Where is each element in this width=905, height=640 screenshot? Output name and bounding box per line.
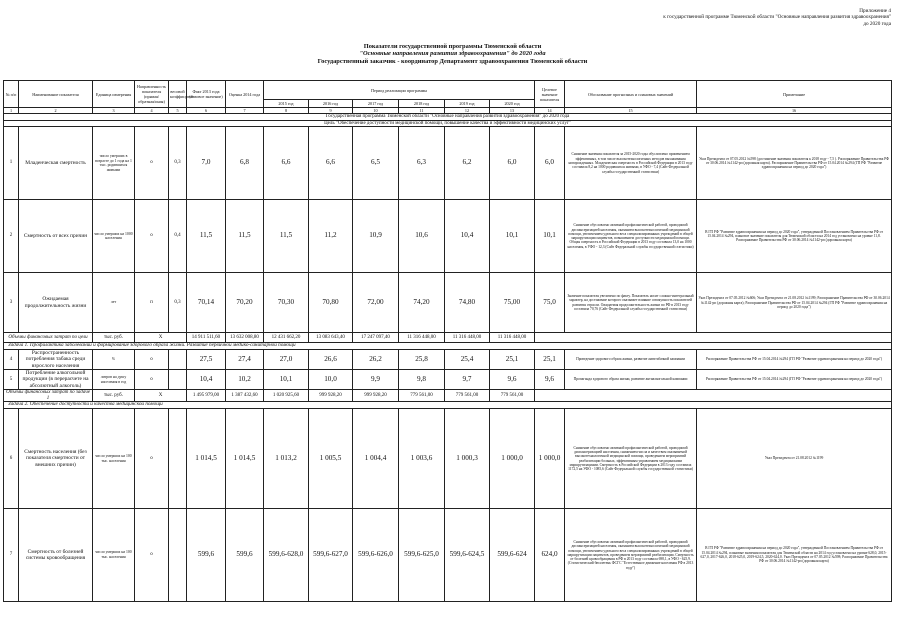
- indicator-unit: литров на душу населения в год: [93, 370, 135, 390]
- title-line-1: Показатели государственной программы Тюменской области: [363, 43, 542, 50]
- row-number: 4: [4, 349, 19, 369]
- justification-text: Снижение обусловлено активной профилактической работой, проводимой диспансеризацией населения, оказанием высокотехнологичной медицинской помощи, увеличением удельного веса специализированных учреждений в общей маршрутизации пациентов, проведением мероприятий реабилитации. Смертность от болезней кровообращения в РФ в 2013 году составила 698,1, в УФО - 625,9. (Статистический бюллетень ФСГС "Естественное движение населения РФ в 2013 году"): [565, 509, 697, 602]
- remark-text: Распоряжение Правительства РФ от 15.04.2014 №294 (ГП РФ "Развитие здравоохранения на период до 2020 года"): [697, 349, 892, 369]
- col-trend: Направленность показателя (прямая/обратная/иная): [135, 81, 169, 108]
- indicator-unit: число умерших на 1000 населения: [93, 200, 135, 273]
- financing-unit: тыс. руб.: [93, 333, 135, 343]
- year-value: 6,6: [264, 127, 309, 200]
- indicator-trend: о: [135, 509, 169, 602]
- fact-2013: 599,6: [187, 509, 226, 602]
- fact-2013: 10,4: [187, 370, 226, 390]
- financing-empty: [535, 390, 892, 402]
- indicator-weight: [169, 509, 187, 602]
- task-title: Задача 1. Профилактика заболеваний и формирование здорового образа жизни. Развитие первичной медико-санитарной помощи: [4, 343, 892, 350]
- col-justification: Обоснование прогнозных и плановых значений: [565, 81, 697, 108]
- target-value: 1 000,0: [535, 409, 565, 509]
- year-value: 74,20: [399, 273, 445, 333]
- column-number: 11: [399, 108, 445, 114]
- justification-text: Проведение здорового образа жизни, развитие антитабачной кампании: [565, 349, 697, 369]
- target-value: 624,0: [535, 509, 565, 602]
- col-est-2014: Оценка 2014 года: [226, 81, 264, 108]
- year-value: 1 000,3: [445, 409, 490, 509]
- column-number: 9: [309, 108, 353, 114]
- indicator-name: Потребление алкогольной продукции (в перерасчете на абсолютный алкоголь): [19, 370, 93, 390]
- fact-2013: 70,14: [187, 273, 226, 333]
- financing-year: 17 247 097,40: [353, 333, 399, 343]
- indicator-trend: о: [135, 127, 169, 200]
- col-unit: Единица измерения: [93, 81, 135, 108]
- goal-row: [4, 120, 892, 127]
- indicator-trend: о: [135, 200, 169, 273]
- year-value: 599,6-624: [490, 509, 535, 602]
- justification-text: Снижение обусловлено активной профилактической работой, проводимой диспансеризацией населения, снижением числа и качеством оказываемой высокотехнологичной медицинской помощи, проведением мероприятий реабилитации больных, эффективным управлением медицинскими маршрутизациями. Смертность в Российской Федерации в 2013 году составила 1172,5 на УФО - 1085,6 (Сайт Федеральной службы государственной статистики): [565, 409, 697, 509]
- financing-year: 11 316 448,00: [399, 333, 445, 343]
- row-number: 6: [4, 409, 19, 509]
- year-value: 9,6: [490, 370, 535, 390]
- task-row: [4, 402, 892, 409]
- indicator-trend: о: [135, 370, 169, 390]
- justification-text: Значение показателя увеличено по факту. Показатель носит сложно-интегральный характер, на достижение которого оказывает влияние совокупность показателей развития отрасли. Ожидаемая продолжительность жизни по РФ в 2013 году составила 70,76 (Сайт Федеральной службы государственной статистики): [565, 273, 697, 333]
- estimate-2014: 70,20: [226, 273, 264, 333]
- indicator-name: Распространенность потребления табака среди взрослого населения: [19, 349, 93, 369]
- row-number: 7: [4, 509, 19, 602]
- year-value: 25,8: [399, 349, 445, 369]
- financing-year: 779 561,00: [445, 390, 490, 402]
- indicator-row: [4, 127, 892, 200]
- justification-text: Пропаганда здорового образа жизни, развитие антиалкогольной кампании: [565, 370, 697, 390]
- year-value: 11,2: [309, 200, 353, 273]
- year-value: 27,0: [264, 349, 309, 369]
- year-value: 9,8: [399, 370, 445, 390]
- financing-label: Объемы финансовых затрат по цели: [4, 333, 93, 343]
- goal-text: Цель "Обеспечение доступности медицинской помощи, повышение качества и эффективности медицинских услуг": [4, 120, 892, 127]
- title-line-2: "Основные направления развития здравоохранения" до 2020 года: [359, 50, 546, 58]
- financing-fact: 1 495 979,00: [187, 390, 226, 402]
- financing-trend: Х: [135, 390, 187, 402]
- fact-2013: 27,5: [187, 349, 226, 369]
- indicator-name: Смертность от всех причин: [19, 200, 93, 273]
- year-value: 26,6: [309, 349, 353, 369]
- column-number: 1: [4, 108, 19, 114]
- indicators-table: [3, 80, 892, 602]
- financing-year: 11 316 448,00: [445, 333, 490, 343]
- remark-text: В ГП РФ "Развитие здравоохранения на период до 2020 года", утвержденной Постановлением Правительства РФ от 15.04.2014 №294, плановое значение показателя для Тюменской области на 2014 год установлено на уровне 11,8. Распоряжение Правительства РФ от 30.06.2014 №1142-рп (дорожная карта): [697, 200, 892, 273]
- estimate-2014: 599,6: [226, 509, 264, 602]
- column-number: 4: [135, 108, 169, 114]
- column-number: 6: [187, 108, 226, 114]
- indicator-row: [4, 273, 892, 333]
- estimate-2014: 10,2: [226, 370, 264, 390]
- remark-text: Распоряжение Правительства РФ от 15.04.2014 №294 (ГП РФ "Развитие здравоохранения на период до 2020 года"): [697, 370, 892, 390]
- indicator-row: [4, 370, 892, 390]
- financing-year: 12 431 662,20: [264, 333, 309, 343]
- year-value: 25,1: [490, 349, 535, 369]
- year-value: 11,5: [264, 200, 309, 273]
- financing-year: 999 928,20: [309, 390, 353, 402]
- year-value: 10,1: [490, 200, 535, 273]
- column-number: 12: [445, 108, 490, 114]
- financing-fact: 14 911 511,60: [187, 333, 226, 343]
- year-value: 599,6-624,5: [445, 509, 490, 602]
- col-no: № п/п: [4, 81, 19, 108]
- column-number: 13: [490, 108, 535, 114]
- indicator-row: [4, 349, 892, 369]
- financing-year: 779 561,00: [490, 390, 535, 402]
- year-value: 1 013,2: [264, 409, 309, 509]
- financing-year: 999 928,20: [353, 390, 399, 402]
- financing-year: 1 020 925,60: [264, 390, 309, 402]
- column-number: 16: [697, 108, 892, 114]
- appendix-line-2: к государственной программе Тюменской области "Основные направления развития здравоохранения": [663, 14, 891, 21]
- col-name: Наименование показателя: [19, 81, 93, 108]
- indicator-row: [4, 200, 892, 273]
- fact-2013: 1 014,5: [187, 409, 226, 509]
- year-header: 2019 год: [445, 100, 490, 108]
- year-value: 599,6-627,0: [309, 509, 353, 602]
- year-header: 2018 год: [399, 100, 445, 108]
- year-value: 70,80: [309, 273, 353, 333]
- indicator-unit: число умерших в возрасте до 1 года на 1 тыс. родившихся живыми: [93, 127, 135, 200]
- year-value: 6,2: [445, 127, 490, 200]
- indicator-name: Смертность от болезней системы кровообращения: [19, 509, 93, 602]
- task-title: Задача 2. Обеспечение доступности и качества медицинской помощи: [4, 402, 892, 409]
- indicator-weight: [169, 409, 187, 509]
- program-title: Государственная программа Тюменской области "Основные направления развития здравоохранения" до 2020 года: [4, 114, 892, 121]
- col-weight: весовой коэффициент: [169, 81, 187, 108]
- year-value: 6,6: [309, 127, 353, 200]
- row-number: 2: [4, 200, 19, 273]
- program-title-row: [4, 114, 892, 121]
- financing-year: 779 561,00: [399, 390, 445, 402]
- year-value: 74,80: [445, 273, 490, 333]
- column-number: 2: [19, 108, 93, 114]
- year-value: 9,9: [353, 370, 399, 390]
- year-value: 1 004,4: [353, 409, 399, 509]
- financing-estimate: 13 632 008,80: [226, 333, 264, 343]
- year-value: 70,30: [264, 273, 309, 333]
- appendix-line-3: до 2020 года: [863, 20, 891, 27]
- indicator-unit: число умерших на 100 тыс. населения: [93, 509, 135, 602]
- indicator-name: Младенческая смертность: [19, 127, 93, 200]
- remark-text: Указ Президента от 07.05.2012 №598 (достижение значения показателя к 2018 году - 7,5 ). Распоряжение Правительства РФ от 30.06.2014 №1142-рп (дорожная карта). Распоряжение Правительства РФ от 15.04.2014 №294 (ГП РФ "Развитие здравоохранения на период до 2020 года"): [697, 127, 892, 200]
- indicator-unit: число умерших на 100 тыс. населения: [93, 409, 135, 509]
- financing-label: Объемы финансовых затрат по задаче 1: [4, 390, 93, 402]
- title-line-3: Государственный заказчик - координатор Департамент здравоохранения Тюменской области: [317, 57, 588, 65]
- remark-text: В ГП РФ "Развитие здравоохранения на период до 2020 года", утвержденной Постановлением Правительства РФ от 15.04.2014 №294, плановые значения показателя для Тюменской области на 2014 год установлено на уровне 628,0, 2015-627,0, 2017-626,0, 2018-625,0, 2019-624,5, 2020-624,0. Указ Президента от 07.05.2012 №598; Распоряжение Правительства РФ от 30.06.2014 №1142-рп (дорожная карта): [697, 509, 892, 602]
- indicator-trend: о: [135, 349, 169, 369]
- row-number: 1: [4, 127, 19, 200]
- year-value: 1 000,0: [490, 409, 535, 509]
- target-value: 75,0: [535, 273, 565, 333]
- row-number: 5: [4, 370, 19, 390]
- task-row: [4, 343, 892, 350]
- indicator-row: [4, 409, 892, 509]
- target-value: 9,6: [535, 370, 565, 390]
- fact-2013: 7,0: [187, 127, 226, 200]
- indicator-unit: лет: [93, 273, 135, 333]
- year-value: 75,00: [490, 273, 535, 333]
- indicator-weight: [169, 349, 187, 369]
- appendix-header: [561, 8, 891, 27]
- year-header: 2017 год: [353, 100, 399, 108]
- document-title: [0, 43, 905, 65]
- year-value: 1 005,5: [309, 409, 353, 509]
- justification-text: Снижение значения показателя за 2015-2020 годы обусловлено применением эффективных, в том числе высокотехнологичных методов выхаживания новорожденных. Младенческая смертность в Российской Федерации в 2013 году составила 8,2 на 1000 родившихся живыми, в УФО - 7,4 (Сайт Федеральной службы государственной статистики): [565, 127, 697, 200]
- year-value: 9,7: [445, 370, 490, 390]
- col-target: Целевое значение показателя: [535, 81, 565, 108]
- indicator-trend: о: [135, 409, 169, 509]
- year-value: 10,1: [264, 370, 309, 390]
- indicator-weight: 0,4: [169, 200, 187, 273]
- year-value: 10,4: [445, 200, 490, 273]
- year-value: 10,0: [309, 370, 353, 390]
- target-value: 6,0: [535, 127, 565, 200]
- year-value: 26,2: [353, 349, 399, 369]
- remark-text: Указ Президента от 21.08.2012 №1199: [697, 409, 892, 509]
- year-value: 10,6: [399, 200, 445, 273]
- indicator-row: [4, 509, 892, 602]
- column-number: 3: [93, 108, 135, 114]
- financing-empty: [535, 333, 892, 343]
- year-value: 72,00: [353, 273, 399, 333]
- year-value: 25,4: [445, 349, 490, 369]
- indicator-weight: 0,3: [169, 127, 187, 200]
- column-number: 5: [169, 108, 187, 114]
- appendix-line-1: Приложение 4: [859, 8, 891, 14]
- estimate-2014: 11,5: [226, 200, 264, 273]
- col-fact-2013: Факт 2013 года (базовое значение): [187, 81, 226, 108]
- year-header: 2020 год: [490, 100, 535, 108]
- year-value: 599,6-626,0: [353, 509, 399, 602]
- year-value: 599,6-628,0: [264, 509, 309, 602]
- indicator-name: Смертность населения (без показателя смертности от внешних причин): [19, 409, 93, 509]
- justification-text: Снижение обусловлено активной профилактической работой, проводимой диспансеризацией населения, оказанием высокотехнологичной медицинской помощи, увеличением удельного веса специализированных учреждений в общей маршрутизации пациентов, повышением доступности медицинской помощи. Общая смертность в Российской Федерации в 2013 году составила 13,0 на 1000 населения, в УФО - 12,3 (Сайт Федеральной службы государственной статистики): [565, 200, 697, 273]
- target-value: 25,1: [535, 349, 565, 369]
- estimate-2014: 1 014,5: [226, 409, 264, 509]
- estimate-2014: 27,4: [226, 349, 264, 369]
- target-value: 10,1: [535, 200, 565, 273]
- column-number: 8: [264, 108, 309, 114]
- column-number: 10: [353, 108, 399, 114]
- indicator-weight: [169, 370, 187, 390]
- column-number: 14: [535, 108, 565, 114]
- remark-text: Указ Президента от 07.05.2012 №606; Указ Президента от 21.08.2012 №1199; Распоряжение Правительства РФ от 30.06.2014 №1142-рп (дорожная карта); Распоряжение Правительства РФ от 15.04.2014 №294 (ГП РФ "Развитие здравоохранения на период до 2020 года"): [697, 273, 892, 333]
- year-value: 599,6-625,0: [399, 509, 445, 602]
- header-row: [4, 81, 892, 100]
- year-value: 6,3: [399, 127, 445, 200]
- fact-2013: 11,5: [187, 200, 226, 273]
- year-header: 2016 год: [309, 100, 353, 108]
- financing-year: 13 083 643,40: [309, 333, 353, 343]
- col-remark: Примечание: [697, 81, 892, 108]
- year-value: 10,9: [353, 200, 399, 273]
- indicator-weight: 0,3: [169, 273, 187, 333]
- row-number: 3: [4, 273, 19, 333]
- estimate-2014: 6,8: [226, 127, 264, 200]
- financing-year: 11 316 448,00: [490, 333, 535, 343]
- year-value: 6,0: [490, 127, 535, 200]
- financing-estimate: 1 387 432,60: [226, 390, 264, 402]
- indicator-name: Ожидаемая продолжительность жизни: [19, 273, 93, 333]
- indicator-unit: %: [93, 349, 135, 369]
- financing-trend: Х: [135, 333, 187, 343]
- column-number: 15: [565, 108, 697, 114]
- year-header: 2015 год: [264, 100, 309, 108]
- year-value: 6,5: [353, 127, 399, 200]
- year-value: 1 003,6: [399, 409, 445, 509]
- financing-unit: тыс. руб.: [93, 390, 135, 402]
- col-period: Период реализации программы: [264, 81, 535, 100]
- column-number: 7: [226, 108, 264, 114]
- indicator-trend: п: [135, 273, 169, 333]
